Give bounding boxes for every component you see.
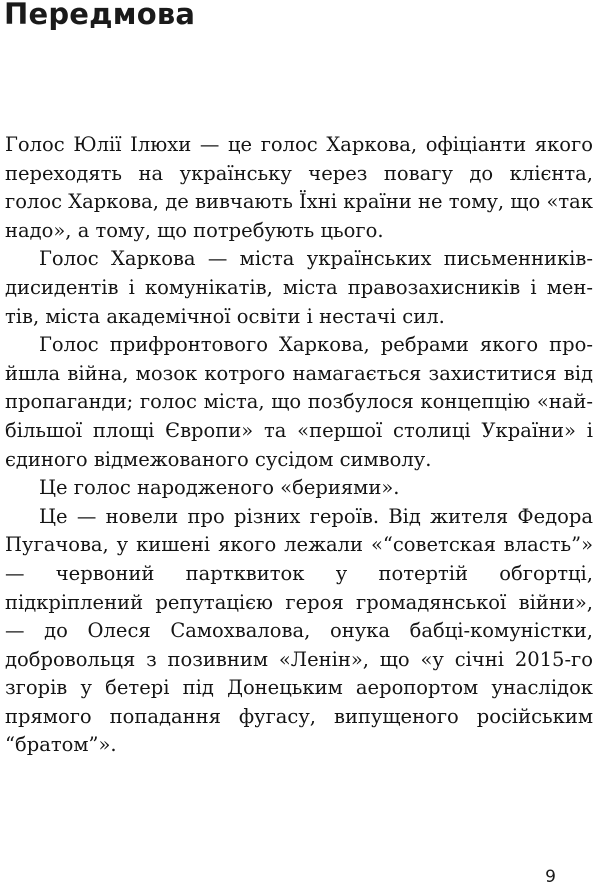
paragraph-1: Голос Юлії Ілюхи — це голос Харкова, офіціанти якого переходять на українську через повагу до клієнта, голос Харкова, де вивчають Їхні країни не тому, що «так надо», а тому, що потребують цього.: [5, 133, 593, 242]
paragraph-4: Це голос народженого «бериями».: [39, 476, 400, 500]
paragraph-3: Голос прифронтового Харкова, ребрами якого пройшла війна, мозок котрого намагається захиститися від пропаганди; голос міста, що позбулося концепцію «найбільшої площі Європи» та «першої столиці України» і єдиного відмежованого сусідом символу.: [5, 333, 593, 471]
body-text: [5, 131, 593, 760]
page-number: 9: [545, 867, 556, 887]
page-title: Передмова: [4, 0, 196, 31]
paragraph-5: Це — новели про різних героїв. Від жителя Федора Пугачова, у кишені якого лежали «“советская власть”» — червоний партквиток у потертій обгортці, підкріплений репутацією героя громадянської війни», — до Олеся Самохвалова, онука бабці-комуністки, добровольця з позивним «Ленін», що «у січні 2015-го згорів у бетері під Донецьким аеропортом унаслідок прямого попадання фугасу, випущеного російським “братом”».: [5, 504, 593, 757]
paragraph-2: Голос Харкова — міста українських письменників-дисидентів і комунікатів, міста правозахисників і ментів, міста академічної освіти і нестачі сил.: [5, 247, 593, 328]
